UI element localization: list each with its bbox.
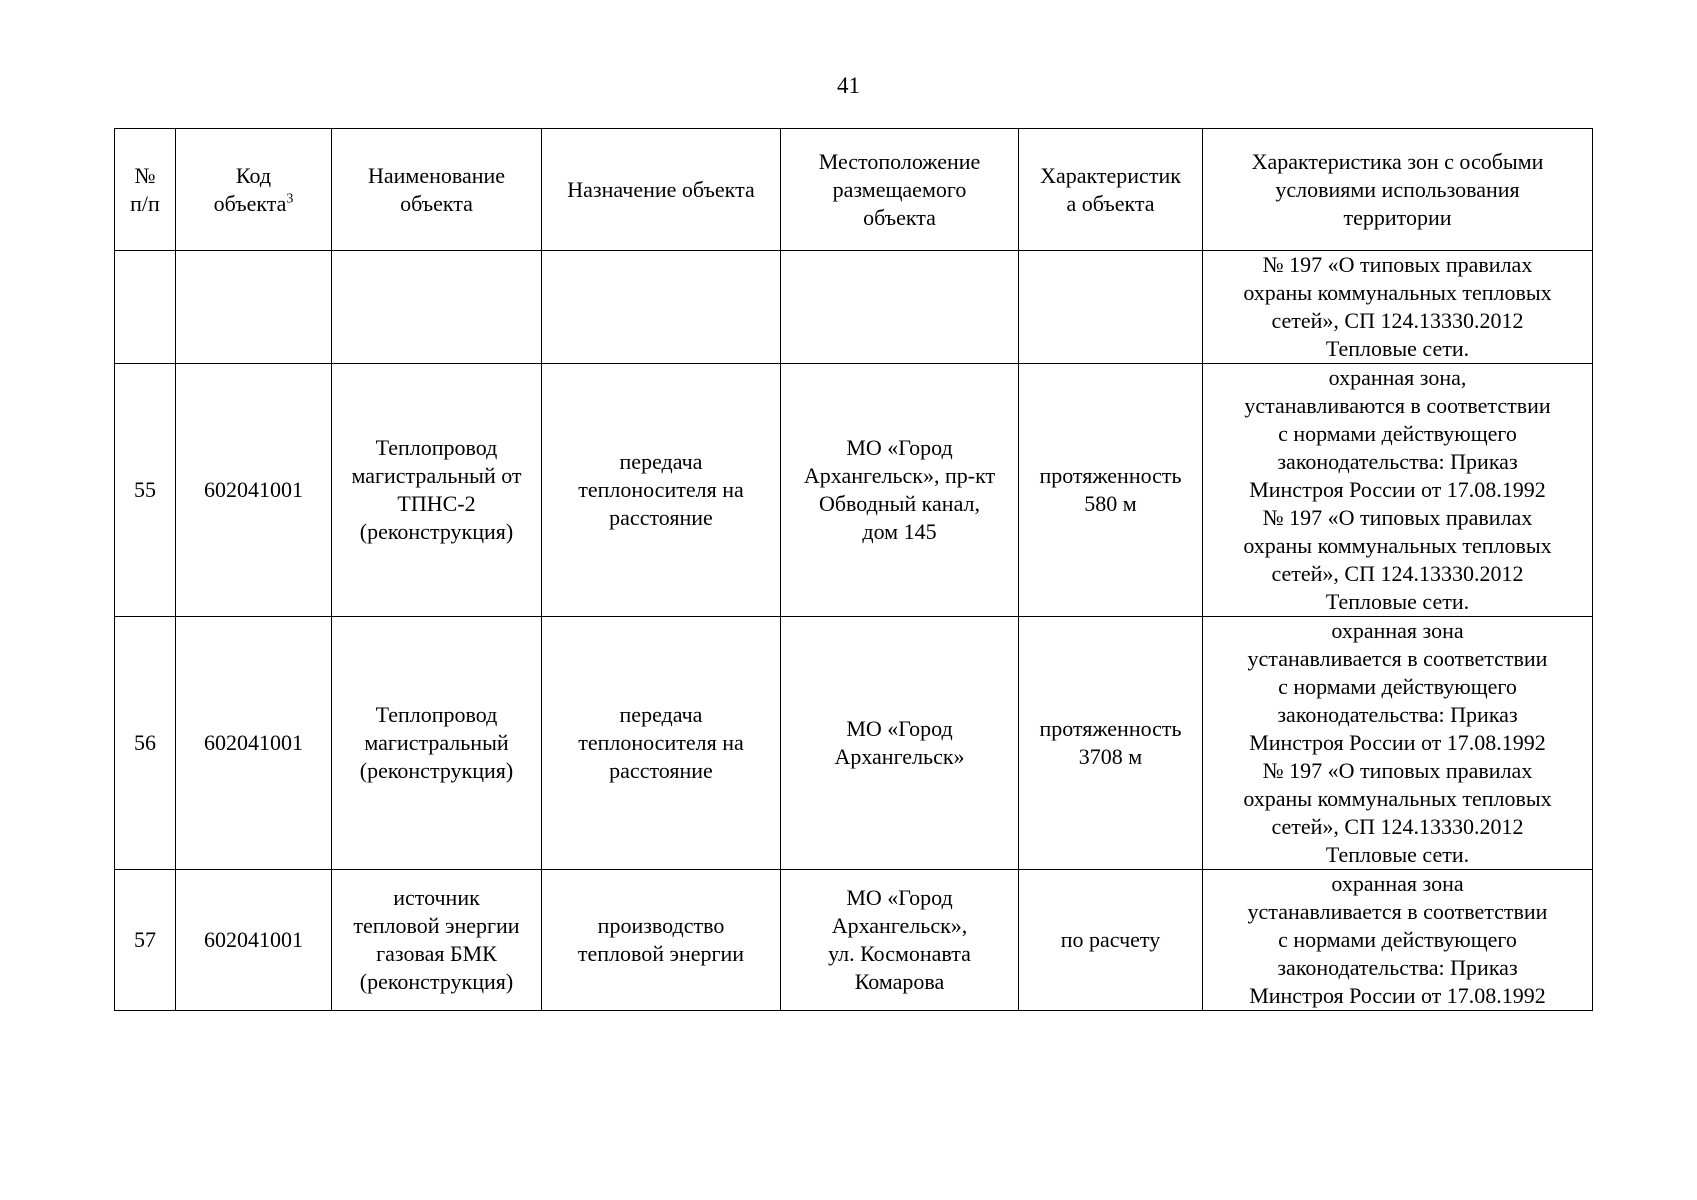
cell-zones: № 197 «О типовых правилах охраны коммунальных тепловых сетей», СП 124.13330.2012 Тепловые сети. bbox=[1203, 251, 1593, 364]
cell-characteristic: протяженность 3708 м bbox=[1019, 617, 1203, 870]
cell-num: 56 bbox=[115, 617, 176, 870]
cell-characteristic: по расчету bbox=[1019, 870, 1203, 1011]
header-zones: Характеристика зон с особыми условиями использования территории bbox=[1203, 129, 1593, 251]
table-row bbox=[115, 364, 1593, 617]
cell-purpose bbox=[542, 251, 781, 364]
cell-location: МО «Город Архангельск», ул. Космонавта Комарова bbox=[781, 870, 1019, 1011]
cell-characteristic bbox=[1019, 251, 1203, 364]
table-row bbox=[115, 617, 1593, 870]
cell-code: 602041001 bbox=[176, 617, 332, 870]
cell-num bbox=[115, 251, 176, 364]
cell-num: 55 bbox=[115, 364, 176, 617]
cell-location bbox=[781, 251, 1019, 364]
header-name: Наименование объекта bbox=[332, 129, 542, 251]
cell-code: 602041001 bbox=[176, 364, 332, 617]
cell-code bbox=[176, 251, 332, 364]
cell-name bbox=[332, 251, 542, 364]
cell-name: Теплопровод магистральный от ТПНС-2 (реконструкция) bbox=[332, 364, 542, 617]
header-location: Местоположение размещаемого объекта bbox=[781, 129, 1019, 251]
header-purpose: Назначение объекта bbox=[542, 129, 781, 251]
cell-code: 602041001 bbox=[176, 870, 332, 1011]
cell-zones: охранная зона устанавливается в соответствии с нормами действующего законодательства: Приказ Минстроя России от 17.08.1992 № 197 «О типовых правилах охраны коммунальных тепловых сетей», СП 124.13330.2012 Тепловые сети. bbox=[1203, 617, 1593, 870]
cell-purpose: передача теплоносителя на расстояние bbox=[542, 617, 781, 870]
header-code bbox=[176, 129, 332, 251]
cell-zones: охранная зона, устанавливаются в соответствии с нормами действующего законодательства: Приказ Минстроя России от 17.08.1992 № 197 «О типовых правилах охраны коммунальных тепловых сетей», СП 124.13330.2012 Тепловые сети. bbox=[1203, 364, 1593, 617]
table-header-row bbox=[115, 129, 1593, 251]
cell-name: источник тепловой энергии газовая БМК (реконструкция) bbox=[332, 870, 542, 1011]
table-row bbox=[115, 870, 1593, 1011]
cell-num: 57 bbox=[115, 870, 176, 1011]
cell-purpose: производство тепловой энергии bbox=[542, 870, 781, 1011]
cell-purpose: передача теплоносителя на расстояние bbox=[542, 364, 781, 617]
header-code-label: Код объекта bbox=[213, 162, 287, 216]
header-num: № п/п bbox=[115, 129, 176, 251]
header-code-footnote: 3 bbox=[286, 191, 294, 207]
page-number: 41 bbox=[837, 73, 860, 98]
table-row bbox=[115, 251, 1593, 364]
objects-table bbox=[114, 128, 1593, 1011]
cell-location: МО «Город Архангельск», пр-кт Обводный канал, дом 145 bbox=[781, 364, 1019, 617]
cell-name: Теплопровод магистральный (реконструкция) bbox=[332, 617, 542, 870]
cell-zones: охранная зона устанавливается в соответствии с нормами действующего законодательства: Приказ Минстроя России от 17.08.1992 bbox=[1203, 870, 1593, 1011]
cell-characteristic: протяженность 580 м bbox=[1019, 364, 1203, 617]
header-characteristic: Характеристик а объекта bbox=[1019, 129, 1203, 251]
cell-location: МО «Город Архангельск» bbox=[781, 617, 1019, 870]
